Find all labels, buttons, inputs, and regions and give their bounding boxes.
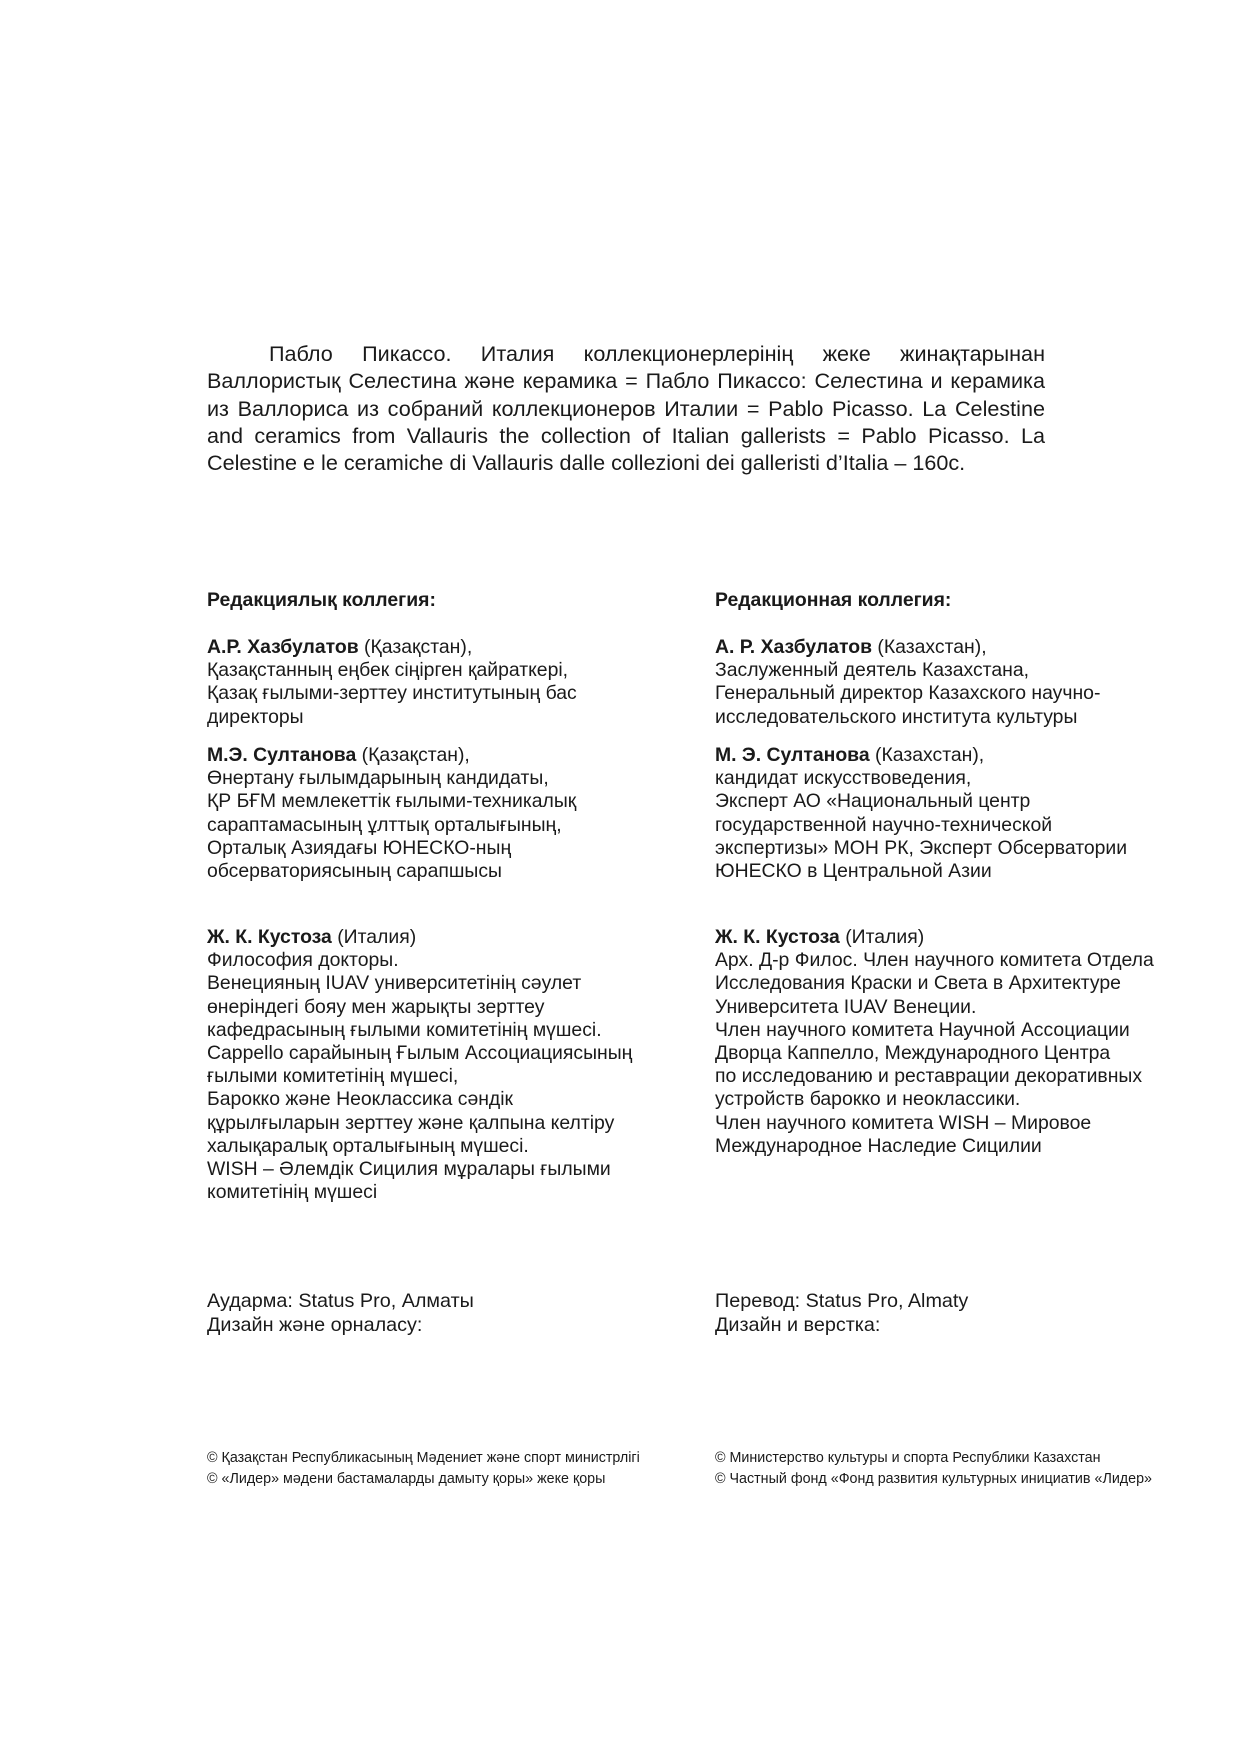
member-info-line: Қазақ ғылыми-зерттеу институтының бас [207,682,577,705]
design-credit: Дизайн и верстка: [715,1314,881,1336]
copyright-line: © Частный фонд «Фонд развития культурных инициатив «Лидер» [715,1470,1153,1487]
member-block-ru-1 [715,636,1225,729]
member-block-ru-3 [715,926,1225,1158]
member-info-line: ғылыми комитетінің мүшесі, [207,1065,459,1088]
member-info-line: Международное Наследие Сицилии [715,1134,1042,1157]
member-info-line: государственной научно-технической [715,813,1053,836]
member-info-line: экспертизы» МОН РК, Эксперт Обсерватории [715,836,1128,859]
member-info-line: комитетінің мүшесі [207,1181,378,1204]
member-info-line: устройств барокко и неоклассики. [715,1088,1021,1111]
editorial-board-heading-kz: Редакциялық коллегия: [207,589,436,611]
member-country: (Италия) [839,926,925,948]
member-info-line: Генеральный директор Казахского научно- [715,682,1101,705]
member-name: Ж. К. Кустоза [715,926,840,948]
credits-ru [715,1289,1225,1337]
member-info-line: кафедрасының ғылыми комитетінің мүшесі. [207,1018,602,1041]
member-name: М.Э. Султанова [207,744,357,766]
copyright-line: © «Лидер» мәдени бастамаларды дамыту қоры» жеке қоры [207,1470,606,1487]
member-name: А.Р. Хазбулатов [207,636,359,658]
member-name: Ж. К. Кустоза [207,926,332,948]
member-info-line: Университета IUAV Венеции. [715,995,977,1018]
member-info-line: WISH – Әлемдік Сицилия мұралары ғылыми [207,1158,611,1181]
editorial-board-heading-ru: Редакционная коллегия: [715,589,952,611]
member-info-line: кандидат искусствоведения, [715,767,972,790]
translation-credit: Аударма: Status Pro, Алматы [207,1290,474,1312]
member-block-kz-1 [207,636,717,729]
member-country: (Италия) [331,926,417,948]
translation-credit: Перевод: Status Pro, Almaty [715,1290,969,1312]
member-info-line: ЮНЕСКО в Центральной Азии [715,860,992,883]
copyright-ru [715,1448,1225,1489]
credits-kz [207,1289,717,1337]
member-info-line: Орталық Азиядағы ЮНЕСКО-ның [207,836,512,859]
member-country: (Қазақстан), [356,744,470,766]
member-block-kz-3 [207,926,717,1204]
member-info-line: Заслуженный деятель Казахстана, [715,659,1029,682]
member-info-line: директоры [207,705,304,728]
member-country: (Казахстан), [869,744,985,766]
member-info-line: Эксперт АО «Национальный центр [715,790,1031,813]
intro-paragraph [207,340,1045,476]
member-info-line: Өнертану ғылымдарының кандидаты, [207,767,549,790]
member-name: М. Э. Султанова [715,744,870,766]
member-info-line: сараптамасының ұлттық орталығының, [207,813,562,836]
member-info-line: Венецияның IUAV университетінің сәулет [207,972,582,995]
member-info-line: Философия докторы. [207,949,399,972]
member-info-line: Дворца Каппелло, Международного Центра [715,1042,1111,1065]
member-country: (Қазақстан), [358,636,473,658]
member-block-kz-2 [207,744,717,883]
member-country: (Казахстан), [872,636,987,658]
member-info-line: исследовательского института культуры [715,705,1078,728]
member-info-line: Cappello сарайының Ғылым Ассоциациясының [207,1042,633,1065]
member-info-line: обсерваториясының сарапшысы [207,860,502,883]
copyright-line: © Министерство культуры и спорта Республики Казахстан [715,1450,1101,1466]
member-info-line: по исследованию и реставрации декоративных [715,1065,1143,1088]
member-info-line: өнеріндегі бояу мен жарықты зерттеу [207,995,545,1018]
design-credit: Дизайн және орналасу: [207,1314,423,1336]
member-info-line: Арх. Д-р Филос. Член научного комитета Отдела [715,949,1154,972]
copyright-line: © Қазақстан Республикасының Мәдениет және спорт министрлігі [207,1450,640,1466]
member-info-line: ҚР БҒМ мемлекеттік ғылыми-техникалық [207,790,577,813]
member-info-line: Член научного комитета WISH – Мировое [715,1111,1092,1134]
member-info-line: Член научного комитета Научной Ассоциации [715,1018,1130,1041]
member-info-line: халықаралық орталығының мүшесі. [207,1134,529,1157]
member-name: А. Р. Хазбулатов [715,636,873,658]
member-info-line: Исследования Краски и Света в Архитектуре [715,972,1121,995]
copyright-kz [207,1448,717,1489]
member-block-ru-2 [715,744,1225,883]
member-info-line: Қазақстанның еңбек сіңірген қайраткері, [207,659,569,682]
member-info-line: құрылғыларын зерттеу және қалпына келтіру [207,1111,615,1134]
intro-text: Пабло Пикассо. Италия коллекционерлерінің жеке жинақтарынан Валлористық Селестина және керамика = Пабло Пикассо: Селестина и керамика из Валлориса из собраний коллекционеров Италии = Pablo Picasso. La Celestine and ceramics from Vallauris the collection of Italian gallerists = Pablo Picasso. La Celestine e le ceramiche di Vallauris dalle collezioni dei galleristi d’Italia – 160с. [207,341,1045,476]
member-info-line: Барокко және Неоклассика сәндік [207,1088,514,1111]
